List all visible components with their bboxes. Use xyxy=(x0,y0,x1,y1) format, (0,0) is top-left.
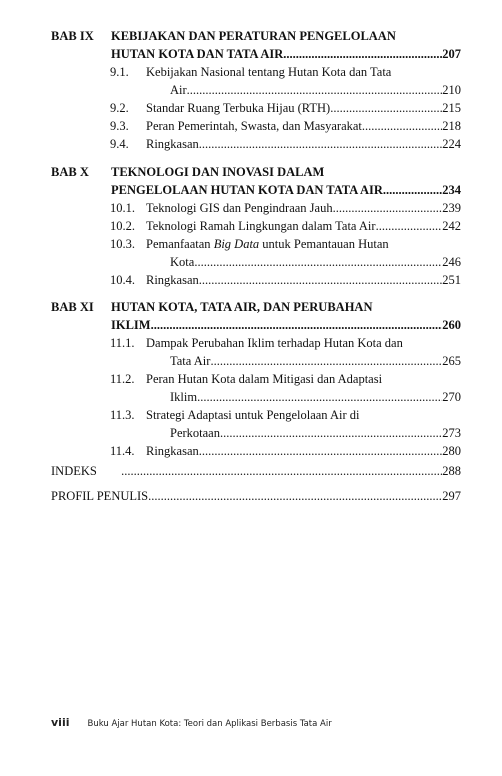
dot-leader xyxy=(187,81,443,99)
section-title xyxy=(146,235,461,253)
toc-entry-9-1[interactable] xyxy=(110,63,461,99)
section-title-cont: Perkotaan xyxy=(170,426,220,440)
section-page-number: 242 xyxy=(442,219,461,233)
dot-leader xyxy=(199,442,442,460)
chapter-heading xyxy=(51,298,461,334)
dot-leader xyxy=(383,181,442,199)
toc-entry-10-4[interactable] xyxy=(110,271,461,289)
section-title-part: untuk Pemantauan Hutan xyxy=(259,237,389,251)
section-title: Ringkasan xyxy=(146,444,199,458)
dot-leader xyxy=(210,352,442,370)
chapter-title-line: PENGELOLAAN HUTAN KOTA DAN TATA AIR xyxy=(111,183,383,197)
section-page-number: 273 xyxy=(442,426,461,440)
section-page-number: 270 xyxy=(442,390,461,404)
book-title: Buku Ajar Hutan Kota: Teori dan Aplikasi Berbasis Tata Air xyxy=(87,719,332,729)
section-page-number: 218 xyxy=(442,119,461,133)
toc-entry-11-4[interactable] xyxy=(110,442,461,460)
profile-page-number: 297 xyxy=(442,489,461,503)
dot-leader xyxy=(194,253,442,271)
section-page-number: 224 xyxy=(442,137,461,151)
chapter-page-number: 207 xyxy=(442,47,461,61)
section-title-cont: Iklim xyxy=(170,390,198,404)
section-page-number: 251 xyxy=(442,273,461,287)
section-title: Standar Ruang Terbuka Hijau (RTH) xyxy=(146,101,331,115)
section-title: Ringkasan xyxy=(146,273,199,287)
section-number: 9.3. xyxy=(110,119,129,133)
chapter-title-line: HUTAN KOTA, TATA AIR, DAN PERUBAHAN xyxy=(111,300,373,314)
dot-leader xyxy=(148,487,442,505)
dot-leader xyxy=(220,424,442,442)
section-page-number: 210 xyxy=(442,83,461,97)
section-title: Strategi Adaptasi untuk Pengelolaan Air di xyxy=(146,408,360,422)
section-page-number: 246 xyxy=(442,255,461,269)
section-page-number: 265 xyxy=(442,354,461,368)
toc-entry-9-4[interactable] xyxy=(110,135,461,153)
dot-leader xyxy=(330,99,442,117)
chapter-page-number: 260 xyxy=(442,318,461,332)
toc-entry-11-3[interactable] xyxy=(110,406,461,442)
chapter-heading xyxy=(51,27,461,63)
section-title: Teknologi GIS dan Pengindraan Jauh xyxy=(146,201,333,215)
dot-leader xyxy=(362,117,442,135)
chapter-title-line: HUTAN KOTA DAN TATA AIR xyxy=(111,47,284,61)
section-number: 11.3. xyxy=(110,408,135,422)
toc-entry-10-2[interactable] xyxy=(110,217,461,235)
dot-leader xyxy=(151,316,443,334)
section-page-number: 239 xyxy=(442,201,461,215)
section-title: Ringkasan xyxy=(146,137,199,151)
section-page-number: 215 xyxy=(442,101,461,115)
section-title-cont: Kota xyxy=(170,255,195,269)
folio-number: viii xyxy=(51,716,70,729)
section-title-part: Pemanfaatan xyxy=(146,237,214,251)
toc-entry-index[interactable] xyxy=(51,462,461,480)
section-number: 10.3. xyxy=(110,237,135,251)
section-title: Peran Hutan Kota dalam Mitigasi dan Adaptasi xyxy=(146,372,383,386)
dot-leader xyxy=(121,462,442,480)
chapter-number: BAB IX xyxy=(51,29,94,43)
index-label: INDEKS xyxy=(51,464,97,478)
chapter-title-line: IKLIM xyxy=(111,318,151,332)
toc-entry-9-2[interactable] xyxy=(110,99,461,117)
chapter-title-line: KEBIJAKAN DAN PERATURAN PENGELOLAAN xyxy=(111,29,396,43)
section-number: 9.4. xyxy=(110,137,129,151)
toc-entry-9-3[interactable] xyxy=(110,117,461,135)
section-title: Kebijakan Nasional tentang Hutan Kota dan Tata xyxy=(146,65,392,79)
dot-leader xyxy=(283,45,442,63)
section-number: 9.2. xyxy=(110,101,129,115)
section-title-cont: Tata Air xyxy=(170,354,211,368)
section-title: Peran Pemerintah, Swasta, dan Masyarakat xyxy=(146,119,362,133)
toc-entry-11-1[interactable] xyxy=(110,334,461,370)
section-number: 11.2. xyxy=(110,372,135,386)
dot-leader xyxy=(197,388,442,406)
section-number: 11.4. xyxy=(110,444,135,458)
section-number: 10.1. xyxy=(110,201,135,215)
dot-leader xyxy=(199,271,442,289)
section-title-cont: Air xyxy=(170,83,187,97)
section-title: Teknologi Ramah Lingkungan dalam Tata Air xyxy=(146,219,376,233)
section-number: 9.1. xyxy=(110,65,129,79)
section-title: Dampak Perubahan Iklim terhadap Hutan Kota dan xyxy=(146,336,403,350)
index-page-number: 288 xyxy=(442,464,461,478)
toc-entry-profile[interactable] xyxy=(51,487,461,505)
chapter-11 xyxy=(51,298,461,460)
page-footer xyxy=(51,716,332,729)
chapter-10 xyxy=(51,163,461,289)
profile-label: PROFIL PENULIS xyxy=(51,489,149,503)
chapter-number: BAB XI xyxy=(51,300,94,314)
dot-leader xyxy=(199,135,442,153)
toc-entry-11-2[interactable] xyxy=(110,370,461,406)
chapter-title-line: TEKNOLOGI DAN INOVASI DALAM xyxy=(111,165,325,179)
section-number: 11.1. xyxy=(110,336,135,350)
toc-entry-10-3[interactable] xyxy=(110,235,461,271)
chapter-9 xyxy=(51,27,461,153)
section-number: 10.2. xyxy=(110,219,135,233)
section-page-number: 280 xyxy=(442,444,461,458)
section-title-emphasis: Big Data xyxy=(213,237,260,251)
dot-leader xyxy=(376,217,443,235)
chapter-page-number: 234 xyxy=(442,183,461,197)
toc-entry-10-1[interactable] xyxy=(110,199,461,217)
dot-leader xyxy=(333,199,443,217)
section-number: 10.4. xyxy=(110,273,135,287)
chapter-number: BAB X xyxy=(51,165,89,179)
chapter-heading xyxy=(51,163,461,199)
